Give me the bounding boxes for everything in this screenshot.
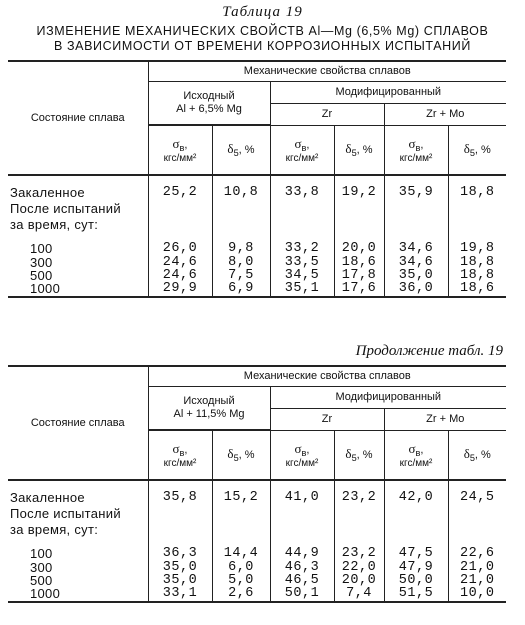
row-label: Закаленное [10,490,85,505]
header-zr-mo: Zr + Mo [384,408,506,430]
sigma-subscript: в [179,448,185,459]
cell-value: 20,0 [334,574,384,587]
cell-value: 6,0 [212,561,270,574]
sigma-symbol: σ [408,440,416,456]
row-label: за время, сут: [10,522,99,537]
cell-value: 9,8 [212,234,270,256]
cell-value: 29,9 [148,282,212,297]
cell-value: 35,1 [270,282,334,297]
cell-value: 35,8 [148,480,212,507]
sigma-subscript: в [301,447,307,458]
delta-symbol: δ [227,446,234,462]
table-row [8,282,506,297]
sigma-subscript: в [415,142,421,153]
row-label: 300 [30,560,53,575]
cell-value [384,202,448,218]
cell-value: 34,6 [384,256,448,269]
header-zr: Zr [270,103,384,125]
header-zr-mo: Zr + Mo [384,103,506,125]
cell-value [212,523,270,539]
cell-value: 35,9 [384,175,448,202]
continuation-caption: Продолжение табл. 19 [355,343,503,359]
cell-value [148,507,212,523]
cell-value: 6,9 [212,282,270,297]
delta-subscript: 5 [233,453,239,464]
delta-unit: , % [238,144,255,157]
delta-symbol: δ [463,141,470,157]
cell-value [448,507,506,523]
cell-value [384,218,448,234]
header-original-line-2: Al + 11,5% Mg [173,407,245,420]
table-row [8,202,506,218]
row-label: После испытаний [10,201,121,216]
cell-value: 22,0 [334,561,384,574]
sigma-unit: кгс/мм² [163,153,197,165]
cell-value: 21,0 [448,561,506,574]
properties-table-1 [8,60,506,298]
delta-unit: , % [474,449,491,462]
header-delta [212,125,270,175]
cell-value: 47,5 [384,539,448,561]
delta-subscript: 5 [351,453,357,464]
cell-value: 33,1 [148,587,212,602]
header-delta [448,125,506,175]
cell-value: 14,4 [212,539,270,561]
row-label: После испытаний [10,506,121,521]
header-delta [334,125,384,175]
header-modified: Модифицированный [270,81,506,103]
cell-value: 19,8 [448,234,506,256]
cell-value: 23,2 [334,480,384,507]
cell-value: 36,3 [148,539,212,561]
cell-value: 15,2 [212,480,270,507]
row-label: 300 [30,255,53,270]
cell-value [384,507,448,523]
row-label: Закаленное [10,185,85,200]
header-sigma: $\sigma_в$, кгс/мм² [270,125,334,175]
header-delta [448,430,506,480]
sigma-unit: кгс/мм² [163,458,197,470]
cell-value [212,507,270,523]
header-state: Состояние сплава [8,61,148,175]
table-row [8,234,506,256]
row-label: 500 [30,268,53,283]
cell-value: 41,0 [270,480,334,507]
cell-value: 7,4 [334,587,384,602]
cell-value [212,202,270,218]
cell-value: 21,0 [448,574,506,587]
cell-value: 33,8 [270,175,334,202]
cell-value [334,507,384,523]
cell-value [334,523,384,539]
header-original-line-1: Исходный [183,394,235,407]
cell-value: 23,2 [334,539,384,561]
cell-value: 24,6 [148,269,212,282]
delta-symbol: δ [345,446,352,462]
header-sigma: $\sigma_в$, кгс/мм² [384,125,448,175]
delta-subscript: 5 [469,148,475,159]
table-row [8,539,506,561]
cell-value [448,523,506,539]
sigma-symbol: σ [294,135,302,151]
sigma-subscript: в [415,447,421,458]
table-title [0,24,525,55]
header-mechanical-properties: Механические свойства сплавов [148,366,506,386]
cell-value: 46,5 [270,574,334,587]
sigma-unit: кгс/мм² [399,457,433,469]
cell-value: 24,6 [148,256,212,269]
header-sigma: $\sigma_в$, кгс/мм² [148,430,212,480]
cell-value: 35,0 [148,574,212,587]
cell-value: 5,0 [212,574,270,587]
header-delta [212,430,270,480]
cell-value: 36,0 [384,282,448,297]
cell-value: 34,5 [270,269,334,282]
delta-symbol: δ [463,446,470,462]
row-label: 500 [30,573,53,588]
properties-table-2 [8,365,506,603]
table-row [8,523,506,539]
cell-value: 2,6 [212,587,270,602]
header-zr: Zr [270,408,384,430]
cell-value: 34,6 [384,234,448,256]
cell-value: 18,8 [448,269,506,282]
delta-subscript: 5 [469,453,475,464]
cell-value: 50,1 [270,587,334,602]
cell-value [448,202,506,218]
cell-value: 26,0 [148,234,212,256]
cell-value: 35,0 [148,561,212,574]
cell-value [270,507,334,523]
cell-value: 8,0 [212,256,270,269]
delta-unit: , % [474,144,491,157]
cell-value: 7,5 [212,269,270,282]
cell-value: 17,8 [334,269,384,282]
cell-value: 33,5 [270,256,334,269]
row-label: 100 [30,546,53,561]
cell-value [270,202,334,218]
title-line-2: В ЗАВИСИМОСТИ ОТ ВРЕМЕНИ КОРРОЗИОННЫХ ИСПЫТАНИЙ [54,39,471,53]
cell-value: 42,0 [384,480,448,507]
header-sigma: $\sigma_в$, кгс/мм² [270,430,334,480]
table-caption: Таблица 19 [222,4,303,20]
cell-value: 18,6 [448,282,506,297]
delta-symbol: δ [345,141,352,157]
cell-value: 18,8 [448,175,506,202]
cell-value: 20,0 [334,234,384,256]
cell-value [334,218,384,234]
document-page [0,4,525,625]
cell-value: 17,6 [334,282,384,297]
delta-unit: , % [356,144,373,157]
cell-value: 24,5 [448,480,506,507]
table-row [8,175,506,202]
cell-value: 46,3 [270,561,334,574]
cell-value: 51,5 [384,587,448,602]
header-mechanical-properties: Механические свойства сплавов [148,61,506,81]
row-label: 1000 [8,587,148,602]
cell-value: 33,2 [270,234,334,256]
sigma-symbol: σ [172,135,180,151]
sigma-symbol: σ [172,440,180,456]
cell-value: 10,0 [448,587,506,602]
header-sigma: $\sigma_в$, кгс/мм² [384,430,448,480]
header-state: Состояние сплава [8,366,148,480]
delta-subscript: 5 [233,148,239,159]
cell-value: 18,6 [334,256,384,269]
cell-value [384,523,448,539]
header-original-alloy [148,386,270,430]
cell-value [270,523,334,539]
cell-value [270,218,334,234]
cell-value: 47,9 [384,561,448,574]
cell-value [148,218,212,234]
sigma-unit: кгс/мм² [285,152,319,164]
header-delta [334,430,384,480]
cell-value: 25,2 [148,175,212,202]
header-modified: Модифицированный [270,386,506,408]
cell-value: 44,9 [270,539,334,561]
cell-value: 22,6 [448,539,506,561]
cell-value: 10,8 [212,175,270,202]
row-label: 1000 [8,282,148,297]
delta-unit: , % [356,449,373,462]
sigma-symbol: σ [294,440,302,456]
delta-unit: , % [238,449,255,462]
sigma-subscript: в [301,142,307,153]
sigma-unit: кгс/мм² [399,152,433,164]
header-original-line-1: Исходный [183,89,235,102]
header-sigma: $\sigma_в$, кгс/мм² [148,125,212,175]
delta-subscript: 5 [351,148,357,159]
cell-value: 19,2 [334,175,384,202]
row-label: за время, сут: [10,217,99,232]
table-row [8,587,506,602]
cell-value [148,523,212,539]
table-row [8,480,506,507]
row-label: 100 [30,241,53,256]
cell-value: 50,0 [384,574,448,587]
cell-value [334,202,384,218]
header-original-line-2: Al + 6,5% Mg [176,102,242,115]
cell-value: 35,0 [384,269,448,282]
title-line-1: ИЗМЕНЕНИЕ МЕХАНИЧЕСКИХ СВОЙСТВ Al—Mg (6,5% Mg) СПЛАВОВ [36,24,489,38]
delta-symbol: δ [227,141,234,157]
table-row [8,507,506,523]
table-row [8,218,506,234]
header-original-alloy [148,81,270,125]
cell-value [448,218,506,234]
sigma-subscript: в [179,143,185,154]
cell-value: 18,8 [448,256,506,269]
cell-value [212,218,270,234]
sigma-symbol: σ [408,135,416,151]
cell-value [148,202,212,218]
sigma-unit: кгс/мм² [285,457,319,469]
